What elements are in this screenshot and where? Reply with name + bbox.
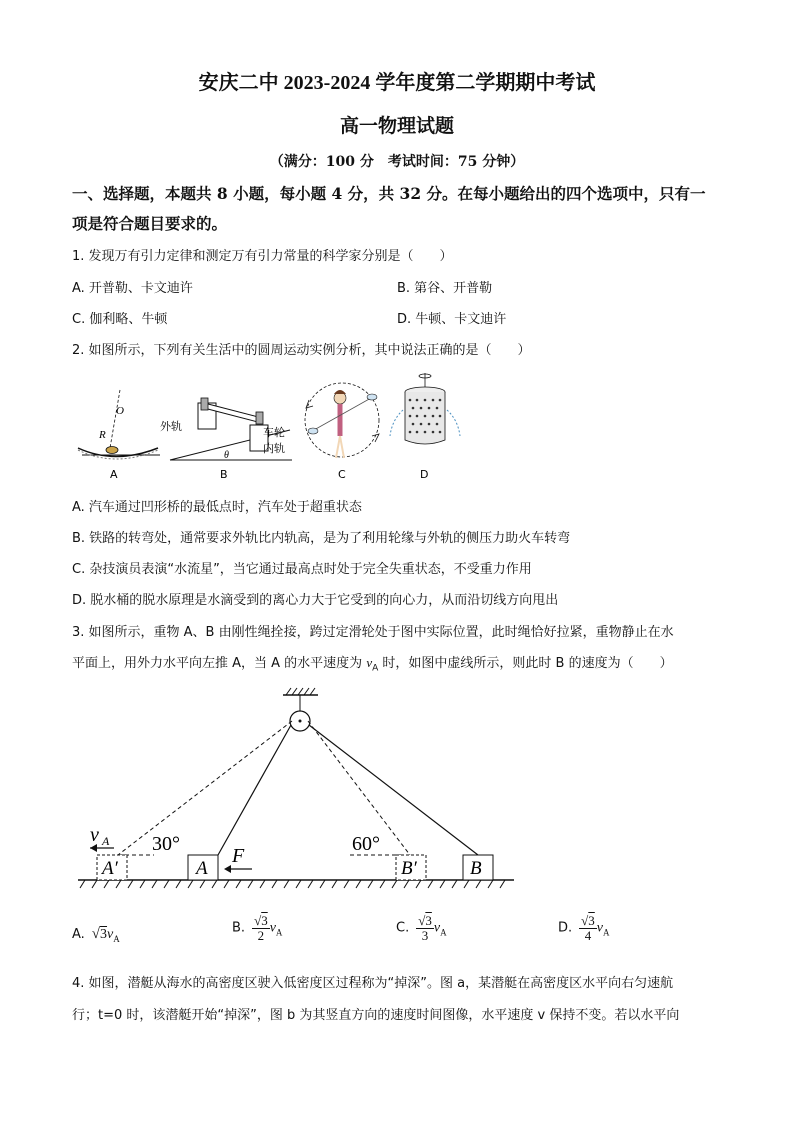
figure-a-caption: A bbox=[110, 468, 118, 481]
q3-option-a-v: v bbox=[107, 927, 114, 942]
section-heading: 一、选择题，本题共 8 小题，每小题 4 分，共 32 分。在每小题给出的四个选项中，只有一 bbox=[72, 184, 706, 203]
label-b-prime: B′ bbox=[401, 858, 417, 879]
label-f: F bbox=[232, 845, 245, 867]
q3-stem-part1: 平面上，用外力水平向左推 A，当 A 的水平速度为 bbox=[72, 656, 367, 671]
q2-option-d: D. 脱水桶的脱水原理是水滴受到的离心力大于它受到的向心力，从而沿切线方向甩出 bbox=[72, 593, 559, 608]
label-va: v bbox=[90, 824, 99, 846]
q3-option-b-letter: B. bbox=[232, 920, 246, 936]
q2-option-c: C. 杂技演员表演“水流星”，当它通过最高点时处于完全失重状态，不受重力作用 bbox=[72, 562, 532, 577]
q3-option-b: B. $\frac{√3}{2}$ $v_A$ bbox=[232, 913, 283, 943]
figure-b-caption: B bbox=[220, 468, 228, 481]
q1-option-c: C. 伽利略、牛顿 bbox=[72, 312, 168, 327]
section-heading-cont: 项是符合题目要求的。 bbox=[72, 214, 228, 233]
question-4-line2: 行；t=0 时，该潜艇开始“掉深”，图 b 为其竖直方向的速度时间图像，水平速度 v 保持不变。若以水平向 bbox=[72, 1008, 680, 1023]
q3-option-d-sub: A bbox=[603, 927, 610, 938]
q3-option-b-sub: A bbox=[275, 927, 283, 938]
figure-a-bridge bbox=[78, 390, 160, 459]
q3-pulley-figure bbox=[70, 683, 520, 893]
q3-option-a-sub: A bbox=[113, 933, 120, 944]
question-3-stem-line2 bbox=[72, 652, 673, 674]
figure-c-water-meteor bbox=[305, 383, 379, 458]
exam-info: （满分：100 分 考试时间：75 分钟） bbox=[269, 154, 525, 170]
q3-option-c-num: 3 bbox=[425, 913, 432, 928]
q2-figure bbox=[70, 370, 470, 485]
label-a-prime: A′ bbox=[102, 858, 118, 879]
q3-option-d-num: 3 bbox=[588, 913, 595, 928]
question-2-stem: 2. 如图所示，下列有关生活中的圆周运动实例分析，其中说法正确的是（ ） bbox=[72, 343, 531, 358]
label-r: R bbox=[99, 429, 106, 441]
q3-option-c: C. $\frac{√3}{3}$ $v_A$ bbox=[396, 913, 447, 943]
q3-option-d-v: v bbox=[596, 920, 604, 936]
question-1-stem: 1. 发现万有引力定律和测定万有引力常量的科学家分别是（ ） bbox=[72, 249, 453, 264]
label-30-degrees: 30° bbox=[152, 833, 180, 855]
q3-option-c-letter: C. bbox=[396, 920, 410, 936]
q2-option-b: B. 铁路的转弯处，通常要求外轨比内轨高，是为了利用轮缘与外轨的侧压力助火车转弯 bbox=[72, 531, 571, 546]
label-outer-rail: 外轨 bbox=[160, 420, 182, 433]
q3-stem-sub: A bbox=[372, 663, 379, 674]
question-4-line1: 4. 如图，潜艇从海水的高密度区驶入低密度区过程称为“掉深”。图 a，某潜艇在高密度区水平向右匀速航 bbox=[72, 976, 674, 991]
q3-option-a-coef: 3 bbox=[100, 927, 108, 942]
q3-option-d-den: 4 bbox=[584, 928, 592, 943]
q3-stem-var: v bbox=[366, 655, 373, 670]
label-o: O bbox=[116, 405, 124, 417]
q3-option-d: D. $\frac{√3}{4}$ $v_A$ bbox=[558, 913, 610, 943]
label-inner-rail: 内轨 bbox=[263, 442, 285, 455]
q3-option-b-den: 2 bbox=[257, 928, 265, 943]
figure-c-caption: C bbox=[338, 468, 346, 481]
q3-option-c-v: v bbox=[433, 920, 441, 936]
q1-option-d: D. 牛顿、卡文迪许 bbox=[397, 312, 507, 327]
q2-option-a: A. 汽车通过凹形桥的最低点时，汽车处于超重状态 bbox=[72, 500, 362, 515]
q3-option-a: A. $√3v_A$ bbox=[72, 926, 120, 944]
q3-stem-part2: 时，如图中虚线所示，则此时 B 的速度为（ ） bbox=[378, 656, 673, 671]
q3-option-c-sub: A bbox=[440, 927, 447, 938]
q3-option-b-num: 3 bbox=[261, 913, 268, 928]
label-60-degrees: 60° bbox=[352, 833, 380, 855]
label-wheel: 车轮 bbox=[263, 426, 285, 439]
q3-option-d-letter: D. bbox=[558, 920, 573, 936]
exam-title: 安庆二中 2023-2024 学年度第二学期期中考试 bbox=[198, 72, 596, 94]
label-b: B bbox=[470, 858, 482, 879]
q1-option-b: B. 第谷、开普勒 bbox=[397, 281, 493, 296]
figure-d-spin-dryer bbox=[390, 373, 460, 444]
q3-option-a-letter: A. bbox=[72, 927, 85, 942]
q3-option-b-v: v bbox=[269, 920, 276, 936]
label-a: A bbox=[196, 858, 208, 879]
q3-option-c-den: 3 bbox=[421, 928, 429, 943]
figure-d-caption: D bbox=[420, 468, 429, 481]
question-3-stem-line1: 3. 如图所示，重物 A、B 由刚性绳拴接，跨过定滑轮处于图中实际位置，此时绳恰好拉紧，重物静止在水 bbox=[72, 625, 674, 640]
q1-option-a: A. 开普勒、卡文迪许 bbox=[72, 281, 193, 296]
label-theta: θ bbox=[224, 450, 229, 461]
subject-title: 高一物理试题 bbox=[339, 116, 454, 137]
label-va-sub: A bbox=[102, 834, 110, 848]
figure-b-rails bbox=[160, 398, 292, 461]
